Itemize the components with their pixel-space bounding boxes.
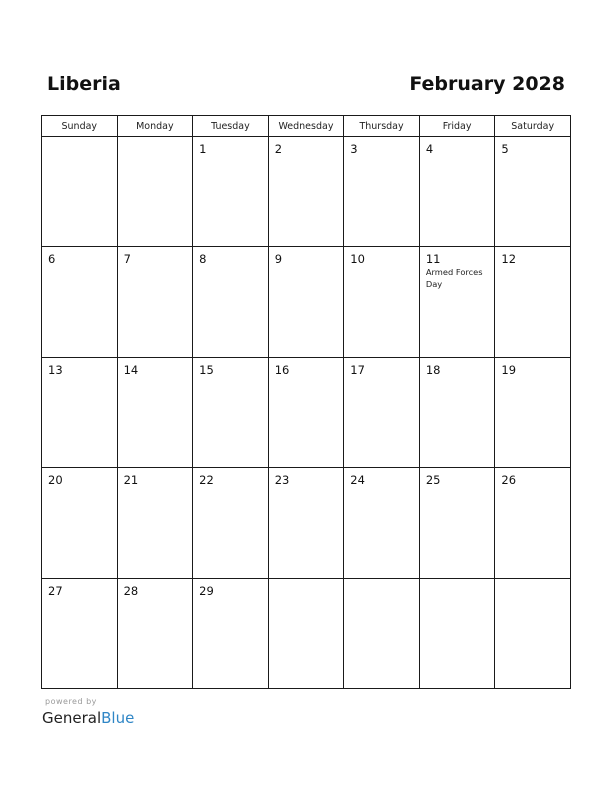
day-cell (344, 357, 420, 467)
day-cell (495, 357, 571, 467)
week-row (42, 137, 571, 247)
day-number: 24 (350, 473, 365, 488)
day-number: 28 (123, 583, 139, 598)
day-cell (495, 247, 571, 357)
day-number: 3 (350, 142, 358, 156)
day-cell (117, 468, 193, 578)
weekday-sunday: Sunday (42, 116, 118, 137)
day-number: 29 (199, 583, 214, 598)
day-number: 6 (48, 252, 56, 267)
day-cell (193, 578, 269, 688)
day-number: 20 (48, 473, 63, 488)
day-number: 11 (425, 252, 441, 267)
day-cell (268, 247, 344, 357)
day-cell (117, 247, 193, 357)
generalblue-logo (42, 708, 134, 728)
day-cell (42, 468, 118, 578)
weekday-header-row (42, 116, 571, 137)
day-cell (344, 137, 420, 247)
weekday-thursday: Thursday (344, 116, 420, 137)
day-cell (344, 247, 420, 357)
day-cell (495, 468, 571, 578)
day-cell (268, 137, 344, 247)
day-cell (268, 468, 344, 578)
day-number: 17 (350, 362, 365, 377)
day-cell (419, 137, 495, 247)
day-number: 16 (274, 362, 290, 377)
day-number: 10 (350, 252, 365, 267)
day-number: 14 (123, 362, 139, 377)
day-cell (344, 578, 420, 688)
day-cell (193, 357, 269, 467)
day-cell (419, 357, 495, 467)
day-cell (193, 137, 269, 247)
powered-by-label: powered by (45, 697, 97, 706)
day-cell (193, 468, 269, 578)
week-row (42, 468, 571, 578)
weekday-tuesday: Tuesday (193, 116, 269, 137)
day-number: 1 (199, 142, 207, 156)
day-number: 22 (199, 473, 214, 488)
week-row (42, 578, 571, 688)
day-number: 7 (123, 252, 131, 267)
day-number: 13 (48, 362, 63, 377)
day-cell (117, 578, 193, 688)
day-number: 21 (123, 473, 139, 488)
day-cell (344, 468, 420, 578)
country-title: Liberia (47, 73, 121, 95)
weekday-saturday: Saturday (495, 116, 571, 137)
day-cell (268, 357, 344, 467)
day-cell (117, 357, 193, 467)
day-cell (117, 137, 193, 247)
day-cell (495, 137, 571, 247)
day-cell (42, 578, 118, 688)
day-cell (42, 247, 118, 357)
day-number: 5 (501, 142, 509, 156)
day-number: 19 (501, 362, 517, 377)
calendar-body (42, 137, 571, 689)
day-number: 18 (425, 362, 441, 377)
day-number: 26 (501, 473, 517, 488)
day-number: 25 (425, 473, 441, 488)
day-cell (42, 137, 118, 247)
weekday-wednesday: Wednesday (268, 116, 344, 137)
week-row (42, 247, 571, 357)
day-number: 4 (425, 142, 434, 156)
day-cell (419, 468, 495, 578)
day-cell (419, 578, 495, 688)
day-number: 23 (274, 473, 290, 488)
day-number: 12 (501, 252, 517, 267)
day-cell (495, 578, 571, 688)
day-cell (193, 247, 269, 357)
day-number: 8 (199, 252, 207, 267)
day-cell (419, 247, 495, 357)
day-number: 27 (48, 583, 63, 598)
brand-general-text: General (42, 709, 102, 727)
brand-blue-text: Blue (101, 709, 135, 727)
day-number: 9 (274, 252, 283, 267)
holiday-label: Armed Forces Day (425, 267, 483, 290)
calendar-grid (41, 115, 571, 689)
week-row (42, 357, 571, 467)
day-cell (42, 357, 118, 467)
month-year-title: February 2028 (409, 73, 565, 95)
day-cell (268, 578, 344, 688)
weekday-friday: Friday (419, 116, 495, 137)
day-number: 2 (274, 142, 283, 156)
weekday-monday: Monday (117, 116, 193, 137)
day-number: 15 (199, 362, 214, 377)
